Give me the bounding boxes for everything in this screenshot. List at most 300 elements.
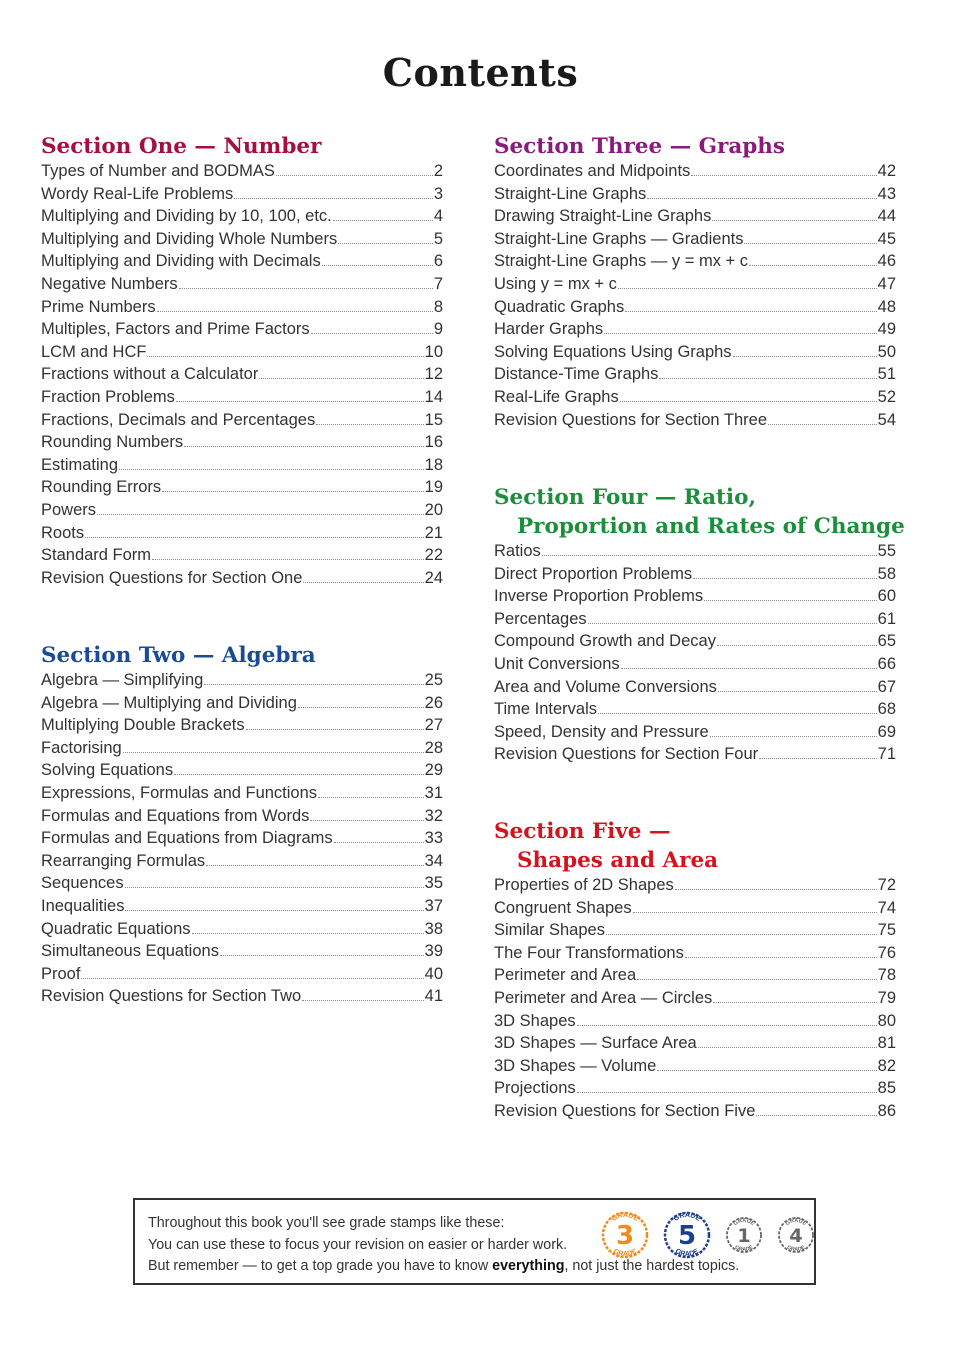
toc-entry-title: Wordy Real-Life Problems (41, 184, 234, 203)
toc-entry-page: 61 (877, 609, 896, 628)
toc-entry[interactable] (41, 807, 443, 830)
toc-entry-title: Distance-Time Graphs (494, 365, 659, 384)
toc-entry-page: 50 (877, 342, 896, 361)
toc-entry-title: Time Intervals (494, 700, 597, 719)
toc-entry[interactable] (41, 784, 443, 807)
toc-entry-title: Straight-Line Graphs (494, 184, 647, 203)
toc-entry-page: 75 (877, 921, 896, 940)
toc-entry-page: 21 (424, 523, 443, 542)
dot-leader (157, 310, 433, 312)
toc-entry-page: 82 (877, 1056, 896, 1075)
toc-list (494, 162, 896, 433)
toc-entry-page: 66 (877, 654, 896, 673)
toc-entry-page: 76 (877, 943, 896, 962)
stamp-grade-number: 4 (789, 1225, 803, 1247)
toc-entry-title: Revision Questions for Section One (41, 568, 303, 587)
toc-entry-page: 12 (424, 365, 443, 384)
dot-leader (577, 1024, 877, 1026)
toc-entry-page: 67 (877, 677, 896, 696)
grade-stamps-note (133, 1198, 816, 1285)
toc-entry-title: Expressions, Formulas and Functions (41, 783, 318, 802)
toc-entry-title: Fraction Problems (41, 387, 175, 406)
toc-entry-page: 72 (877, 876, 896, 894)
section-heading-line: Section One — Number (41, 134, 322, 159)
toc-entry-page: 26 (424, 693, 443, 712)
section-heading (41, 132, 443, 161)
dot-leader (125, 886, 424, 888)
toc-entry[interactable] (494, 365, 896, 388)
toc-entry[interactable] (494, 162, 896, 185)
toc-entry[interactable] (41, 987, 443, 1010)
toc-entry-title: 3D Shapes — Volume (494, 1056, 657, 1075)
toc-entry-title: Perimeter and Area — Circles (494, 988, 713, 1007)
dot-leader (621, 667, 877, 669)
toc-entry-title: Simultaneous Equations (41, 942, 219, 961)
toc-entry-page: 34 (424, 851, 443, 870)
section-five (494, 817, 896, 1125)
section-one (41, 132, 443, 591)
toc-list (41, 671, 443, 1010)
note-line-3-start: But remember — to get a top grade you have to know (148, 1258, 493, 1274)
toc-entry[interactable] (41, 501, 443, 524)
section-two (41, 641, 443, 1010)
stamp-label: GRADE (785, 1244, 807, 1254)
toc-entry[interactable] (494, 1012, 896, 1035)
dot-leader (318, 796, 424, 798)
dot-leader (333, 219, 433, 221)
toc-entry-page: 33 (424, 829, 443, 848)
toc-list (494, 876, 896, 1125)
toc-entry-title: Quadratic Graphs (494, 297, 625, 316)
toc-entry-title: Straight-Line Graphs — y = mx + c (494, 252, 749, 271)
note-emphasis: everything (492, 1258, 565, 1274)
section-heading (494, 817, 896, 875)
toc-entry-title: Roots (41, 523, 85, 542)
toc-entry-title: Inverse Proportion Problems (494, 587, 704, 606)
toc-entry-title: Sequences (41, 874, 124, 893)
toc-entry[interactable] (41, 320, 443, 343)
toc-entry[interactable] (494, 921, 896, 944)
toc-entry-title: Projections (494, 1079, 576, 1098)
dot-leader (744, 242, 876, 244)
dot-leader (85, 536, 424, 538)
dot-leader (174, 773, 424, 775)
toc-entry-page: 42 (877, 162, 896, 180)
toc-entry-title: Factorising (41, 738, 122, 757)
section-heading (41, 641, 443, 670)
page-title: Contents (382, 50, 579, 95)
dot-leader (147, 355, 423, 357)
stamp-label: GRADE (784, 1217, 808, 1228)
section-heading (494, 132, 896, 161)
dot-leader (204, 683, 423, 685)
dot-leader (246, 728, 424, 730)
toc-entry[interactable] (41, 433, 443, 456)
toc-entry[interactable] (41, 852, 443, 875)
dot-leader (768, 423, 877, 425)
toc-entry-title: Solving Equations (41, 761, 174, 780)
toc-entry-page: 31 (424, 783, 443, 802)
toc-entry[interactable] (41, 942, 443, 965)
toc-entry-title: Rounding Numbers (41, 433, 184, 452)
toc-entry[interactable] (41, 162, 443, 185)
toc-entry[interactable] (41, 546, 443, 569)
toc-entry-page: 27 (424, 716, 443, 735)
toc-entry-title: Rearranging Formulas (41, 851, 206, 870)
section-heading-line: Section Five — (494, 819, 671, 844)
dot-leader (717, 644, 877, 646)
dot-leader (276, 174, 433, 176)
section-four (494, 483, 905, 768)
dot-leader (310, 819, 423, 821)
dot-leader (598, 712, 877, 714)
toc-entry[interactable] (41, 207, 443, 230)
toc-entry-title: 3D Shapes — Surface Area (494, 1034, 697, 1053)
toc-entry-page: 35 (424, 874, 443, 893)
dot-leader (691, 174, 876, 176)
toc-entry[interactable] (494, 745, 896, 768)
toc-entry[interactable] (494, 343, 896, 366)
dot-leader (698, 1046, 877, 1048)
dot-leader (713, 1001, 876, 1003)
toc-entry-page: 79 (877, 988, 896, 1007)
dot-leader (685, 956, 877, 958)
toc-entry-title: Multiples, Factors and Prime Factors (41, 320, 310, 339)
dot-leader (759, 757, 877, 759)
toc-entry[interactable] (494, 320, 896, 343)
toc-entry[interactable] (494, 700, 896, 723)
toc-entry-page: 14 (424, 387, 443, 406)
toc-entry-page: 85 (877, 1079, 896, 1098)
toc-entry-page: 86 (877, 1101, 896, 1120)
toc-entry[interactable] (494, 207, 896, 230)
toc-entry-title: Revision Questions for Section Five (494, 1101, 756, 1120)
toc-entry[interactable] (41, 920, 443, 943)
stamp-grade-number: 5 (677, 1221, 697, 1251)
toc-entry[interactable] (41, 671, 443, 694)
dot-leader (123, 751, 424, 753)
toc-entry[interactable] (41, 739, 443, 762)
toc-entry-title: Percentages (494, 609, 587, 628)
toc-entry-page: 54 (877, 410, 896, 429)
toc-entry-page: 32 (424, 806, 443, 825)
dot-leader (733, 355, 877, 357)
toc-entry-page: 45 (877, 229, 896, 248)
toc-entry-title: Unit Conversions (494, 654, 620, 673)
toc-entry-page: 20 (424, 500, 443, 519)
note-line-2: You can use these to focus your revision on easier or harder work. (148, 1236, 568, 1253)
toc-entry-page: 58 (877, 564, 896, 583)
grade-stamp-icon (662, 1210, 712, 1260)
toc-entry-page: 9 (433, 320, 443, 339)
toc-entry-title: Ratios (494, 542, 541, 560)
toc-entry[interactable] (494, 632, 896, 655)
dot-leader (176, 400, 424, 402)
dot-leader (302, 999, 423, 1001)
dot-leader (162, 490, 424, 492)
toc-entry[interactable] (41, 411, 443, 434)
dot-leader (625, 310, 876, 312)
toc-entry[interactable] (41, 252, 443, 275)
toc-entry[interactable] (41, 388, 443, 411)
dot-leader (618, 287, 877, 289)
toc-list (494, 542, 896, 768)
toc-entry-page: 52 (877, 387, 896, 406)
stamp-label: GRADE (612, 1247, 638, 1259)
toc-entry-title: Similar Shapes (494, 921, 605, 940)
grade-stamp-icon (724, 1215, 764, 1255)
toc-entry-page: 41 (424, 987, 443, 1006)
toc-entry-page: 65 (877, 632, 896, 651)
dot-leader (259, 377, 423, 379)
toc-entry-title: Powers (41, 500, 97, 519)
section-heading-line: Proportion and Rates of Change (517, 514, 905, 539)
dot-leader (647, 197, 876, 199)
dot-leader (125, 909, 423, 911)
toc-entry-title: Fractions without a Calculator (41, 365, 259, 384)
toc-entry-page: 81 (877, 1034, 896, 1053)
dot-leader (659, 377, 876, 379)
dot-leader (675, 888, 877, 890)
toc-entry[interactable] (41, 478, 443, 501)
grade-stamp-icon (600, 1210, 650, 1260)
toc-entry[interactable] (41, 874, 443, 897)
stamp-label: GRADE (732, 1217, 756, 1228)
toc-entry-title: Speed, Density and Pressure (494, 722, 709, 741)
toc-entry[interactable] (41, 524, 443, 547)
toc-entry-title: Types of Number and BODMAS (41, 162, 275, 180)
toc-entry[interactable] (494, 1102, 896, 1125)
dot-leader (338, 242, 433, 244)
toc-entry-title: Direct Proportion Problems (494, 564, 693, 583)
toc-entry-title: Multiplying Double Brackets (41, 716, 245, 735)
toc-entry-title: Standard Form (41, 546, 152, 565)
dot-leader (704, 599, 877, 601)
section-heading-line: Shapes and Area (517, 848, 719, 873)
toc-entry[interactable] (494, 1057, 896, 1080)
toc-entry[interactable] (494, 678, 896, 701)
toc-entry[interactable] (41, 897, 443, 920)
dot-leader (604, 332, 877, 334)
toc-entry-page: 37 (424, 896, 443, 915)
dot-leader (97, 513, 424, 515)
dot-leader (718, 690, 877, 692)
toc-entry-title: Multiplying and Dividing by 10, 100, etc. (41, 207, 332, 226)
toc-entry[interactable] (41, 694, 443, 717)
toc-entry-page: 44 (877, 207, 896, 226)
toc-entry-title: Drawing Straight-Line Graphs (494, 207, 712, 226)
toc-entry[interactable] (41, 761, 443, 784)
toc-entry[interactable] (41, 456, 443, 479)
toc-entry[interactable] (494, 944, 896, 967)
toc-entry-title: Compound Growth and Decay (494, 632, 716, 651)
toc-entry-page: 71 (877, 745, 896, 764)
toc-entry[interactable] (41, 275, 443, 298)
stamp-label: GRADE (674, 1247, 700, 1259)
dot-leader (633, 911, 877, 913)
toc-entry-page: 2 (433, 162, 443, 180)
toc-entry[interactable] (494, 655, 896, 678)
toc-entry-page: 29 (424, 761, 443, 780)
dot-leader (712, 219, 876, 221)
toc-entry[interactable] (494, 587, 896, 610)
toc-entry[interactable] (494, 723, 896, 746)
dot-leader (756, 1114, 876, 1116)
dot-leader (710, 735, 877, 737)
toc-entry-page: 16 (424, 433, 443, 452)
toc-entry-title: Revision Questions for Section Two (41, 987, 302, 1006)
section-heading-line: Section Four — Ratio, (494, 485, 756, 510)
toc-entry-title: Algebra — Multiplying and Dividing (41, 693, 297, 712)
toc-entry[interactable] (494, 298, 896, 321)
dot-leader (577, 1091, 877, 1093)
toc-entry-page: 46 (877, 252, 896, 271)
dot-leader (693, 577, 877, 579)
dot-leader (316, 423, 423, 425)
grade-stamps (600, 1210, 816, 1260)
toc-entry[interactable] (41, 569, 443, 592)
toc-entry-title: Multiplying and Dividing with Decimals (41, 252, 321, 271)
dot-leader (303, 581, 423, 583)
section-three (494, 132, 896, 433)
note-line-3-end: , not just the hardest topics. (564, 1258, 740, 1274)
toc-entry[interactable] (494, 989, 896, 1012)
toc-entry[interactable] (494, 275, 896, 298)
toc-entry[interactable] (494, 876, 896, 899)
stamp-label: GRADE (733, 1244, 755, 1254)
toc-entry-title: Perimeter and Area (494, 966, 637, 985)
dot-leader (206, 864, 423, 866)
toc-entry[interactable] (494, 185, 896, 208)
toc-entry-title: Inequalities (41, 896, 125, 915)
dot-leader (298, 706, 424, 708)
dot-leader (637, 978, 876, 980)
toc-entry[interactable] (41, 365, 443, 388)
toc-entry-title: Properties of 2D Shapes (494, 876, 674, 894)
toc-entry-title: Congruent Shapes (494, 898, 632, 917)
section-heading-line: Section Three — Graphs (494, 134, 786, 159)
toc-entry[interactable] (494, 899, 896, 922)
toc-entry-title: Negative Numbers (41, 274, 178, 293)
toc-entry[interactable] (41, 965, 443, 988)
toc-entry-page: 49 (877, 320, 896, 339)
dot-leader (311, 332, 433, 334)
toc-entry[interactable] (41, 298, 443, 321)
toc-entry-page: 28 (424, 738, 443, 757)
toc-entry-page: 60 (877, 587, 896, 606)
toc-entry-page: 6 (433, 252, 443, 271)
toc-entry-title: Area and Volume Conversions (494, 677, 717, 696)
section-heading (494, 483, 905, 541)
toc-entry-title: Solving Equations Using Graphs (494, 342, 732, 361)
toc-entry-page: 51 (877, 365, 896, 384)
toc-entry-title: Rounding Errors (41, 478, 162, 497)
toc-entry[interactable] (494, 230, 896, 253)
toc-entry-page: 22 (424, 546, 443, 565)
dot-leader (220, 954, 424, 956)
toc-entry-page: 10 (424, 342, 443, 361)
dot-leader (192, 932, 424, 934)
toc-entry[interactable] (494, 610, 896, 633)
toc-entry-page: 55 (877, 542, 896, 560)
toc-entry-page: 25 (424, 671, 443, 689)
toc-list (41, 162, 443, 591)
toc-entry-page: 38 (424, 919, 443, 938)
toc-entry-page: 15 (424, 410, 443, 429)
toc-entry-title: LCM and HCF (41, 342, 147, 361)
dot-leader (657, 1069, 876, 1071)
dot-leader (234, 197, 433, 199)
toc-entry-page: 3 (433, 184, 443, 203)
dot-leader (542, 554, 877, 556)
toc-entry-page: 18 (424, 455, 443, 474)
dot-leader (749, 264, 877, 266)
toc-entry[interactable] (494, 388, 896, 411)
toc-entry-page: 24 (424, 568, 443, 587)
toc-entry-title: Formulas and Equations from Words (41, 806, 310, 825)
note-line-1: Throughout this book you'll see grade stamps like these: (148, 1215, 505, 1231)
toc-entry-page: 8 (433, 297, 443, 316)
stamp-grade-number: 1 (737, 1225, 751, 1247)
toc-entry-page: 80 (877, 1011, 896, 1030)
toc-entry-title: Straight-Line Graphs — Gradients (494, 229, 744, 248)
toc-entry[interactable] (494, 1034, 896, 1057)
toc-entry-title: Quadratic Equations (41, 919, 191, 938)
toc-entry[interactable] (494, 565, 896, 588)
toc-entry-page: 43 (877, 184, 896, 203)
toc-entry-title: Formulas and Equations from Diagrams (41, 829, 333, 848)
toc-entry-title: Revision Questions for Section Four (494, 745, 759, 764)
stamp-grade-number: 3 (615, 1221, 635, 1251)
toc-entry[interactable] (494, 411, 896, 434)
toc-entry-page: 69 (877, 722, 896, 741)
dot-leader (81, 977, 423, 979)
toc-entry-page: 39 (424, 942, 443, 961)
dot-leader (322, 264, 433, 266)
grade-stamp-icon (776, 1215, 816, 1255)
toc-entry-title: 3D Shapes (494, 1011, 576, 1030)
dot-leader (179, 287, 433, 289)
toc-entry-title: Harder Graphs (494, 320, 604, 339)
stamp-label: GRADE (610, 1211, 640, 1223)
toc-entry-title: Fractions, Decimals and Percentages (41, 410, 316, 429)
toc-entry[interactable] (41, 343, 443, 366)
toc-entry[interactable] (494, 966, 896, 989)
toc-entry-page: 4 (433, 207, 443, 226)
toc-entry-page: 40 (424, 964, 443, 983)
toc-entry[interactable] (41, 829, 443, 852)
stamp-label: GRADE (672, 1211, 702, 1223)
dot-leader (334, 841, 424, 843)
toc-entry[interactable] (41, 230, 443, 253)
toc-entry[interactable] (494, 252, 896, 275)
toc-entry[interactable] (41, 185, 443, 208)
dot-leader (606, 933, 877, 935)
toc-entry-page: 19 (424, 478, 443, 497)
toc-entry-page: 74 (877, 898, 896, 917)
toc-entry-title: Algebra — Simplifying (41, 671, 204, 689)
toc-entry-title: Using y = mx + c (494, 274, 617, 293)
toc-entry-page: 47 (877, 274, 896, 293)
dot-leader (620, 400, 877, 402)
toc-entry-page: 7 (433, 274, 443, 293)
toc-entry-page: 78 (877, 966, 896, 985)
dot-leader (588, 622, 877, 624)
toc-entry[interactable] (41, 716, 443, 739)
toc-entry-page: 5 (433, 229, 443, 248)
toc-entry[interactable] (494, 542, 896, 565)
toc-entry[interactable] (494, 1079, 896, 1102)
